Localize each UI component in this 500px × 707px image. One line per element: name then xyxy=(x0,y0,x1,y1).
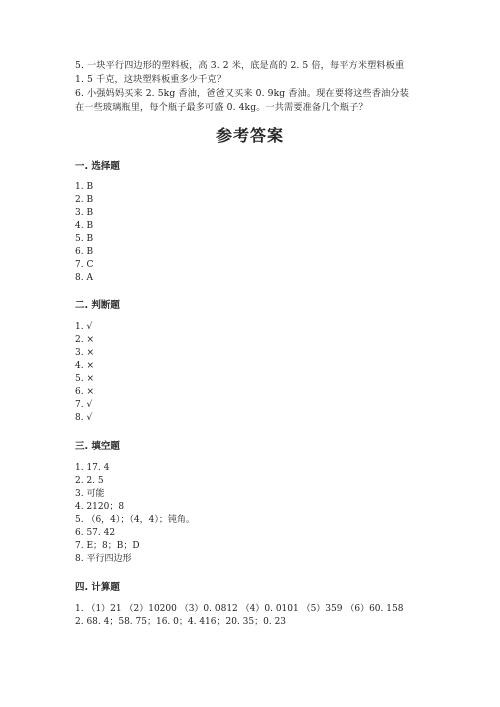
question-5-line-2: 1. 5 千克，这块塑料板重多少千克？ xyxy=(75,74,226,85)
fill-answer: 7. E；8；B；D xyxy=(75,541,140,551)
choice-answer: 3. B xyxy=(75,208,94,218)
question-6-line-1: 6. 小强妈妈买来 2. 5kg 香油，爸爸又买来 0. 9kg 香油。现在要将这些香油分装 xyxy=(75,88,409,99)
section-heading-calc: 四. 计算题 xyxy=(75,582,120,593)
choice-answer: 7. C xyxy=(75,260,94,270)
judge-answer: 7. √ xyxy=(75,400,93,410)
choice-answer: 5. B xyxy=(75,234,94,244)
fill-answer: 8. 平行四边形 xyxy=(75,554,132,564)
answer-title: 参考答案 xyxy=(215,126,284,145)
section-heading-judge: 二. 判断题 xyxy=(75,300,120,311)
choice-answer: 2. B xyxy=(75,195,94,205)
question-6-line-2: 在一些玻璃瓶里，每个瓶子最多可盛 0. 4kg。一共需要准备几个瓶子？ xyxy=(75,102,368,113)
judge-answer: 3. × xyxy=(75,348,94,358)
fill-answer: 1. 17. 4 xyxy=(75,463,110,473)
judge-answer: 2. × xyxy=(75,335,94,345)
judge-answer: 6. × xyxy=(75,387,94,397)
choice-answer: 4. B xyxy=(75,221,94,231)
fill-answer: 6. 57. 42 xyxy=(75,528,116,538)
choice-answer: 6. B xyxy=(75,247,94,257)
judge-answer: 1. √ xyxy=(75,322,93,332)
fill-answer: 5. （6，4）；（4，4）；钝角。 xyxy=(75,515,195,525)
choice-answer: 1. B xyxy=(75,182,94,192)
fill-answer: 3. 可能 xyxy=(75,489,105,499)
section-heading-choice: 一. 选择题 xyxy=(75,161,120,172)
calc-answer: 2. 68. 4；58. 75；16. 0；4. 416；20. 35；0. 23 xyxy=(75,617,287,627)
choice-answer: 8. A xyxy=(75,273,93,283)
question-5-line-1: 5. 一块平行四边形的塑料板，高 3. 2 米，底是高的 2. 5 倍，每平方米塑料板重 xyxy=(75,60,405,71)
judge-answer: 5. × xyxy=(75,374,94,384)
fill-answer: 2. 2. 5 xyxy=(75,476,104,486)
judge-answer: 4. × xyxy=(75,361,94,371)
fill-answer: 4. 2120；8 xyxy=(75,502,125,512)
calc-answer: 1. （1）21 （2）10200 （3）0. 0812 （4）0. 0101 （5）359 （6）60. 158 xyxy=(75,604,404,614)
section-heading-fill: 三. 填空题 xyxy=(75,441,120,452)
judge-answer: 8. √ xyxy=(75,413,93,423)
